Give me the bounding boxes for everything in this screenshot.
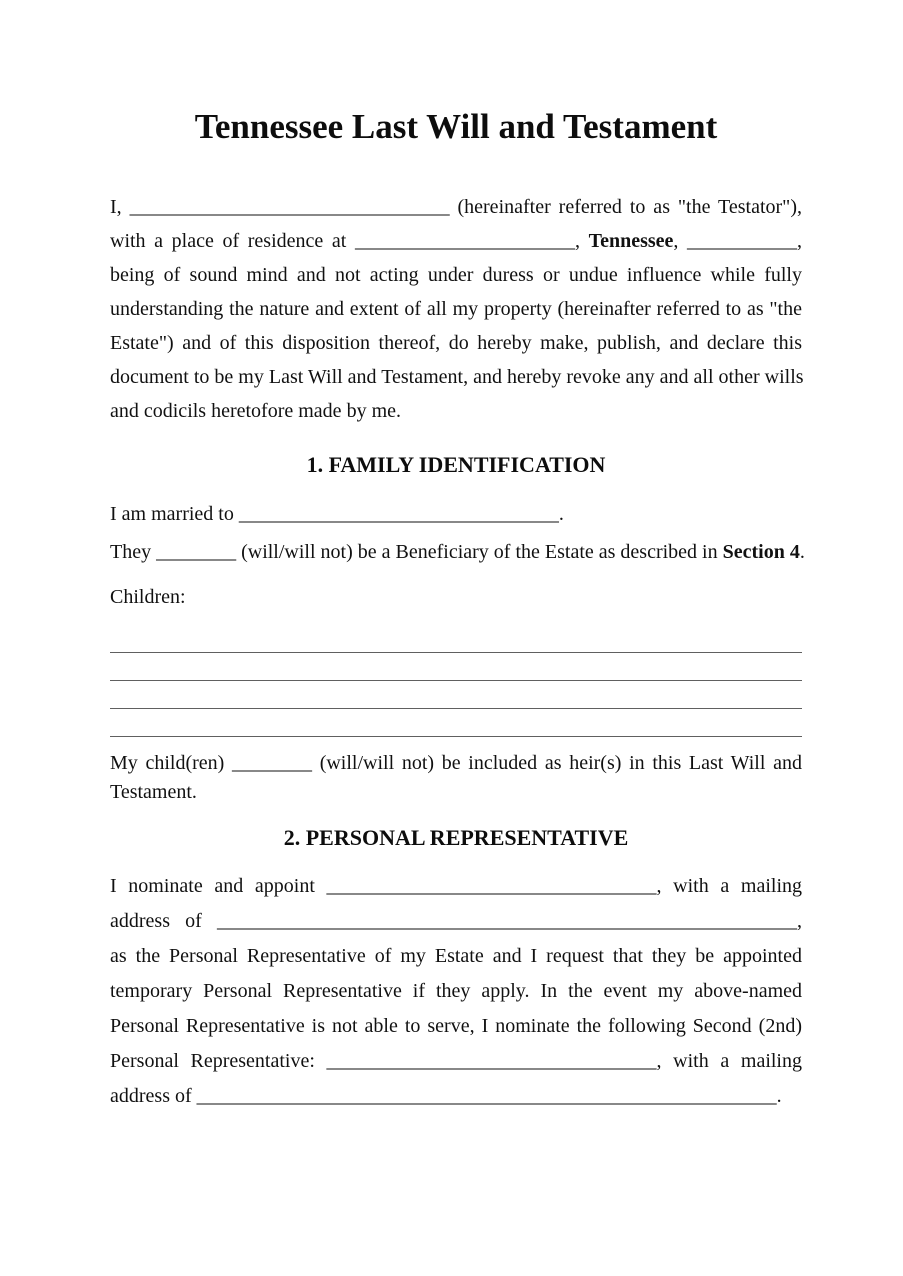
rep-line-6-text: Personal Representative: (110, 1050, 327, 1072)
children-fill-in-lines (110, 625, 802, 737)
married-line-period: . (558, 503, 564, 525)
rep-line-7 (110, 1079, 802, 1114)
blank-representative-name[interactable]: _________________________________ (326, 875, 657, 897)
rep-line-7-text: address of (110, 1085, 197, 1107)
rep-line-5-text: Personal Representative is not able to serve, I nominate the following Second (2nd) (110, 1015, 802, 1037)
heirs-line-1-text: My child(ren) (110, 752, 233, 774)
intro-line-3 (110, 258, 802, 292)
state-name-bold: Tennessee (588, 230, 674, 252)
blank-residence-city[interactable]: ______________________ (354, 230, 575, 252)
children-line-3[interactable] (110, 681, 802, 709)
intro-line-4 (110, 292, 802, 326)
rep-line-4-text: temporary Personal Representative if they apply. In the event my above-named (110, 980, 802, 1002)
heirs-line-1-text-2: (will/will not) be included as heir(s) in this Last Will and (312, 752, 802, 774)
intro-line-7 (110, 394, 802, 428)
blank-representative-address[interactable]: __________________________________________________________ (217, 910, 797, 932)
beneficiary-line (110, 538, 805, 566)
heirs-paragraph (110, 749, 802, 807)
rep-line-2 (110, 904, 802, 939)
intro-paragraph (110, 190, 802, 428)
heirs-line-2-text: Testament. (110, 781, 197, 803)
beneficiary-line-period: . (799, 541, 805, 563)
married-line-text: I am married to (110, 503, 239, 525)
intro-line-1-text-2: (hereinafter referred to as "the Testator"), (449, 196, 802, 218)
blank-second-representative-address[interactable]: __________________________________________________________ (196, 1085, 777, 1107)
intro-line-2 (110, 224, 802, 258)
intro-line-2-text-4: , (797, 230, 803, 252)
intro-line-6 (110, 360, 802, 394)
blank-spouse-name[interactable]: ________________________________ (238, 503, 559, 525)
heirs-line-2 (110, 778, 802, 807)
children-line-2[interactable] (110, 653, 802, 681)
rep-line-2-text: address of (110, 910, 217, 932)
blank-spouse-will-willnot[interactable]: ________ (156, 541, 237, 563)
rep-line-6-text-2: , with a mailing (656, 1050, 802, 1072)
intro-line-2-text-3: , (673, 230, 688, 252)
intro-line-1-text: I, (110, 196, 130, 218)
rep-line-1 (110, 869, 802, 904)
blank-testator-name[interactable]: ________________________________ (129, 196, 450, 218)
blank-second-representative-name[interactable]: _________________________________ (326, 1050, 657, 1072)
section2-heading: 2. PERSONAL REPRESENTATIVE (283, 825, 629, 850)
children-line-4[interactable] (110, 709, 802, 737)
section1-heading: 1. FAMILY IDENTIFICATION (306, 452, 606, 477)
rep-line-1-text-2: , with a mailing (656, 875, 802, 897)
rep-line-6 (110, 1044, 802, 1079)
intro-line-2-text-2: , (574, 230, 589, 252)
intro-line-6-text: document to be my Last Will and Testament, and hereby revoke any and all other wills (110, 366, 804, 388)
intro-line-7-text: and codicils heretofore made by me. (110, 400, 401, 422)
representative-paragraph (110, 869, 802, 1114)
beneficiary-line-text: They (110, 541, 157, 563)
blank-children-will-willnot[interactable]: ________ (232, 752, 313, 774)
beneficiary-line-text-2: (will/will not) be a Beneficiary of the Estate as described in (236, 541, 723, 563)
children-line-1[interactable] (110, 625, 802, 653)
rep-line-7-period: . (776, 1085, 782, 1107)
rep-line-1-text: I nominate and appoint (110, 875, 327, 897)
document-title: Tennessee Last Will and Testament (194, 107, 718, 146)
intro-line-2-text: with a place of residence at (110, 230, 355, 252)
rep-line-3-text: as the Personal Representative of my Estate and I request that they be appointed (110, 945, 802, 967)
intro-line-3-text: being of sound mind and not acting under duress or undue influence while fully (110, 264, 802, 286)
intro-line-5-text: Estate") and of this disposition thereof, do hereby make, publish, and declare this (110, 332, 802, 354)
intro-line-5 (110, 326, 802, 360)
married-line (110, 500, 802, 528)
rep-line-3 (110, 939, 802, 974)
children-label: Children: (110, 586, 186, 608)
rep-line-5 (110, 1009, 802, 1044)
rep-line-4 (110, 974, 802, 1009)
rep-line-2-text-2: , (797, 910, 802, 932)
section4-reference-bold: Section 4 (722, 541, 800, 563)
heirs-line-1 (110, 749, 802, 778)
blank-residence-county[interactable]: ___________ (687, 230, 798, 252)
intro-line-4-text: understanding the nature and extent of all my property (hereinafter referred to as "the (110, 298, 802, 320)
intro-line-1 (110, 190, 802, 224)
